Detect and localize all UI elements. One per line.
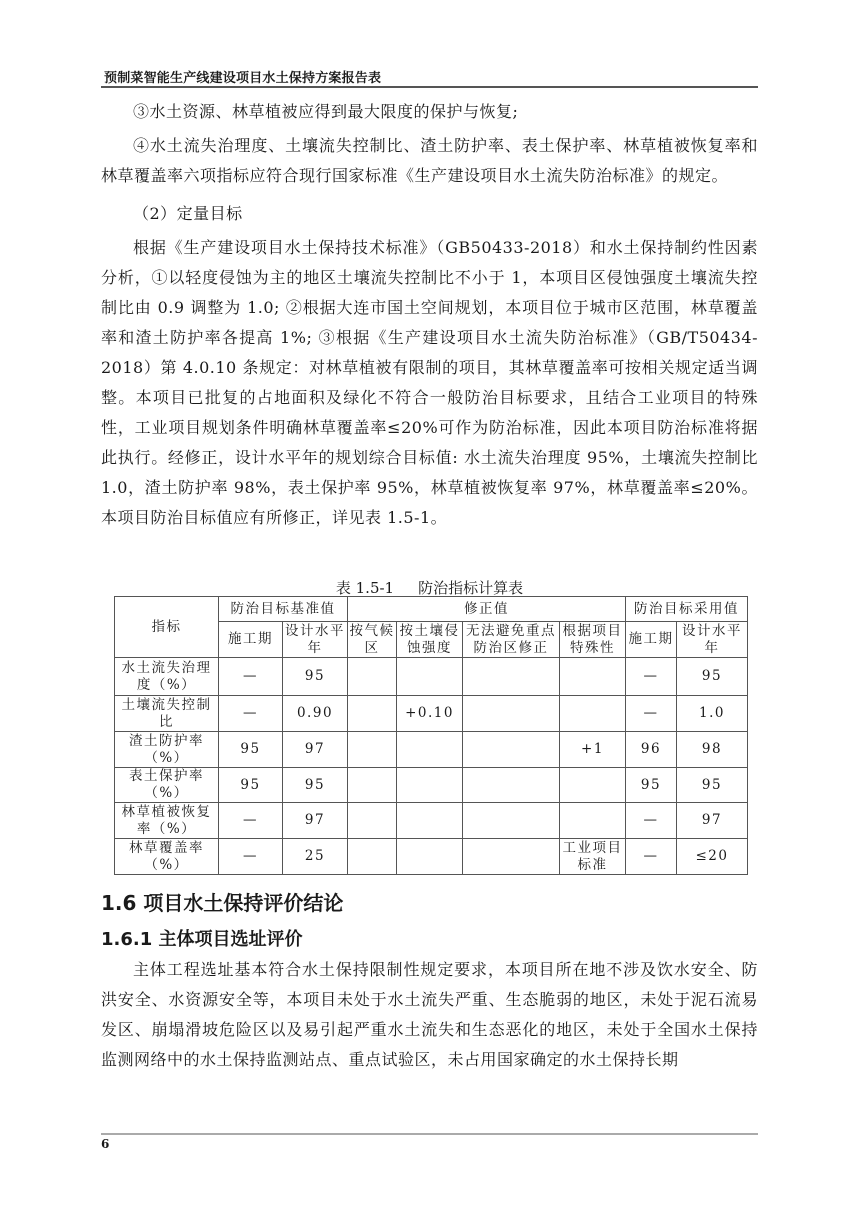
cell-climate <box>348 696 397 732</box>
cell-erosion <box>397 658 463 696</box>
cell-erosion <box>397 803 463 839</box>
cell-adopt-construction: 96 <box>626 732 677 768</box>
cell-adopt-construction: — <box>626 839 677 875</box>
header-base-construction: 施工期 <box>219 622 283 658</box>
cell-climate <box>348 803 397 839</box>
cell-climate <box>348 768 397 803</box>
cell-adopt-construction: — <box>626 696 677 732</box>
cell-indicator: 表土保护率（%） <box>115 768 219 803</box>
cell-base-design: 95 <box>283 658 348 696</box>
cell-key-area <box>463 696 560 732</box>
cell-base-construction: 95 <box>219 768 283 803</box>
cell-climate <box>348 839 397 875</box>
cell-base-construction: — <box>219 803 283 839</box>
cell-base-construction: 95 <box>219 732 283 768</box>
cell-indicator: 林草覆盖率（%） <box>115 839 219 875</box>
cell-adopt-construction: — <box>626 803 677 839</box>
table-caption-title: 防治指标计算表 <box>418 579 524 597</box>
cell-base-construction: — <box>219 658 283 696</box>
paragraph-quantitative-basis: 根据《生产建设项目水土保持技术标准》（GB50433-2018）和水土保持制约性因素分析，①以轻度侵蚀为主的地区土壤流失控制比不小于 1，本项目区侵蚀强度土壤流失控制比由 0.9 调整为 1.0; ②根据大连市国土空间规划，本项目位于城市区范围，林草覆盖率和渣土防护率各提高 1%; ③根据《生产建设项目水土流失防治标准》（GB/T50434-2018）第 4.0.10 条规定：对林草植被有限制的项目，其林草覆盖率可按相关规定适当调整。本项目已批复的占地面积及绿化不符合一般防治目标要求，且结合工业项目的特殊性，工业项目规划条件明确林草覆盖率≤20%可作为防治标准，因此本项目防治标准将据此执行。经修正，设计水平年的规划综合目标值: 水土流失治理度 95%，土壤流失控制比 1.0，渣土防护率 98%，表土保护率 95%，林草植被恢复率 97%，林草覆盖率≤20%。本项目防治目标值应有所修正，详见表 1.5-1。 <box>101 238 758 527</box>
cell-indicator: 土壤流失控制比 <box>115 696 219 732</box>
cell-erosion <box>397 839 463 875</box>
cell-key-area <box>463 732 560 768</box>
header-erosion: 按土壤侵蚀强度 <box>397 622 463 658</box>
cell-erosion: +0.10 <box>397 696 463 732</box>
cell-key-area <box>463 768 560 803</box>
paragraph-item-3: ③水土资源、林草植被应得到最大限度的保护与恢复; <box>133 102 519 121</box>
cell-indicator: 水土流失治理度（%） <box>115 658 219 696</box>
table-row <box>115 696 748 732</box>
section-heading-1-6-1: 1.6.1 主体项目选址评价 <box>101 929 303 950</box>
cell-indicator: 林草植被恢复率（%） <box>115 803 219 839</box>
table-row <box>115 732 748 768</box>
cell-base-design: 0.90 <box>283 696 348 732</box>
cell-adopt-design: 95 <box>677 768 748 803</box>
section-heading-1-6: 1.6 项目水土保持评价结论 <box>101 891 344 915</box>
cell-adopt-design: ≤20 <box>677 839 748 875</box>
cell-adopt-design: 97 <box>677 803 748 839</box>
cell-base-design: 25 <box>283 839 348 875</box>
header-indicator: 指标 <box>115 597 219 658</box>
cell-adopt-design: 98 <box>677 732 748 768</box>
cell-key-area <box>463 839 560 875</box>
cell-special: +1 <box>560 732 626 768</box>
cell-base-design: 97 <box>283 803 348 839</box>
paragraph-item-4: ④水土流失治理度、土壤流失控制比、渣土防护率、表土保护率、林草植被恢复率和林草覆盖率六项指标应符合现行国家标准《生产建设项目水土流失防治标准》的规定。 <box>101 136 758 185</box>
document-header-title: 预制菜智能生产线建设项目水土保持方案报告表 <box>104 71 382 86</box>
cell-special: 工业项目标准 <box>560 839 626 875</box>
table-caption <box>101 577 758 598</box>
prevention-indicator-table <box>114 596 748 875</box>
footer-divider <box>101 1133 758 1135</box>
cell-erosion <box>397 768 463 803</box>
cell-climate <box>348 658 397 696</box>
header-baseline-group: 防治目标基准值 <box>219 597 348 622</box>
cell-erosion <box>397 732 463 768</box>
header-adopt-construction: 施工期 <box>626 622 677 658</box>
table-row <box>115 658 748 696</box>
table-row <box>115 768 748 803</box>
header-base-design-year: 设计水平年 <box>283 622 348 658</box>
cell-base-design: 97 <box>283 732 348 768</box>
table-caption-number: 表 1.5-1 <box>335 579 395 597</box>
table-row <box>115 839 748 875</box>
cell-adopt-design: 1.0 <box>677 696 748 732</box>
cell-climate <box>348 732 397 768</box>
cell-adopt-construction: 95 <box>626 768 677 803</box>
cell-base-construction: — <box>219 696 283 732</box>
cell-indicator: 渣土防护率（%） <box>115 732 219 768</box>
table-row <box>115 803 748 839</box>
cell-base-design: 95 <box>283 768 348 803</box>
cell-special <box>560 696 626 732</box>
header-climate: 按气候区 <box>349 622 395 656</box>
paragraph-site-evaluation: 主体工程选址基本符合水土保持限制性规定要求，本项目所在地不涉及饮水安全、防洪安全、水资源安全等，本项目未处于水土流失严重、生态脆弱的地区，未处于泥石流易发区、崩塌滑坡危险区以及易引起严重水土流失和生态恶化的地区，未处于全国水土保持监测网络中的水土保持监测站点、重点试验区，未占用国家确定的水土保持长期 <box>101 960 758 1069</box>
header-correction-group: 修正值 <box>348 597 626 622</box>
page-number: 6 <box>101 1137 110 1151</box>
cell-key-area <box>463 803 560 839</box>
cell-base-construction: — <box>219 839 283 875</box>
cell-special <box>560 658 626 696</box>
header-divider <box>101 86 758 88</box>
header-adopted-group: 防治目标采用值 <box>626 597 748 622</box>
header-special: 根据项目特殊性 <box>560 622 626 658</box>
cell-adopt-design: 95 <box>677 658 748 696</box>
header-adopt-design-year: 设计水平年 <box>677 622 748 658</box>
cell-special <box>560 768 626 803</box>
cell-special <box>560 803 626 839</box>
cell-key-area <box>463 658 560 696</box>
subsection-quantitative-goals: （2）定量目标 <box>133 204 243 223</box>
cell-adopt-construction: — <box>626 658 677 696</box>
header-key-area: 无法避免重点防治区修正 <box>463 622 560 658</box>
